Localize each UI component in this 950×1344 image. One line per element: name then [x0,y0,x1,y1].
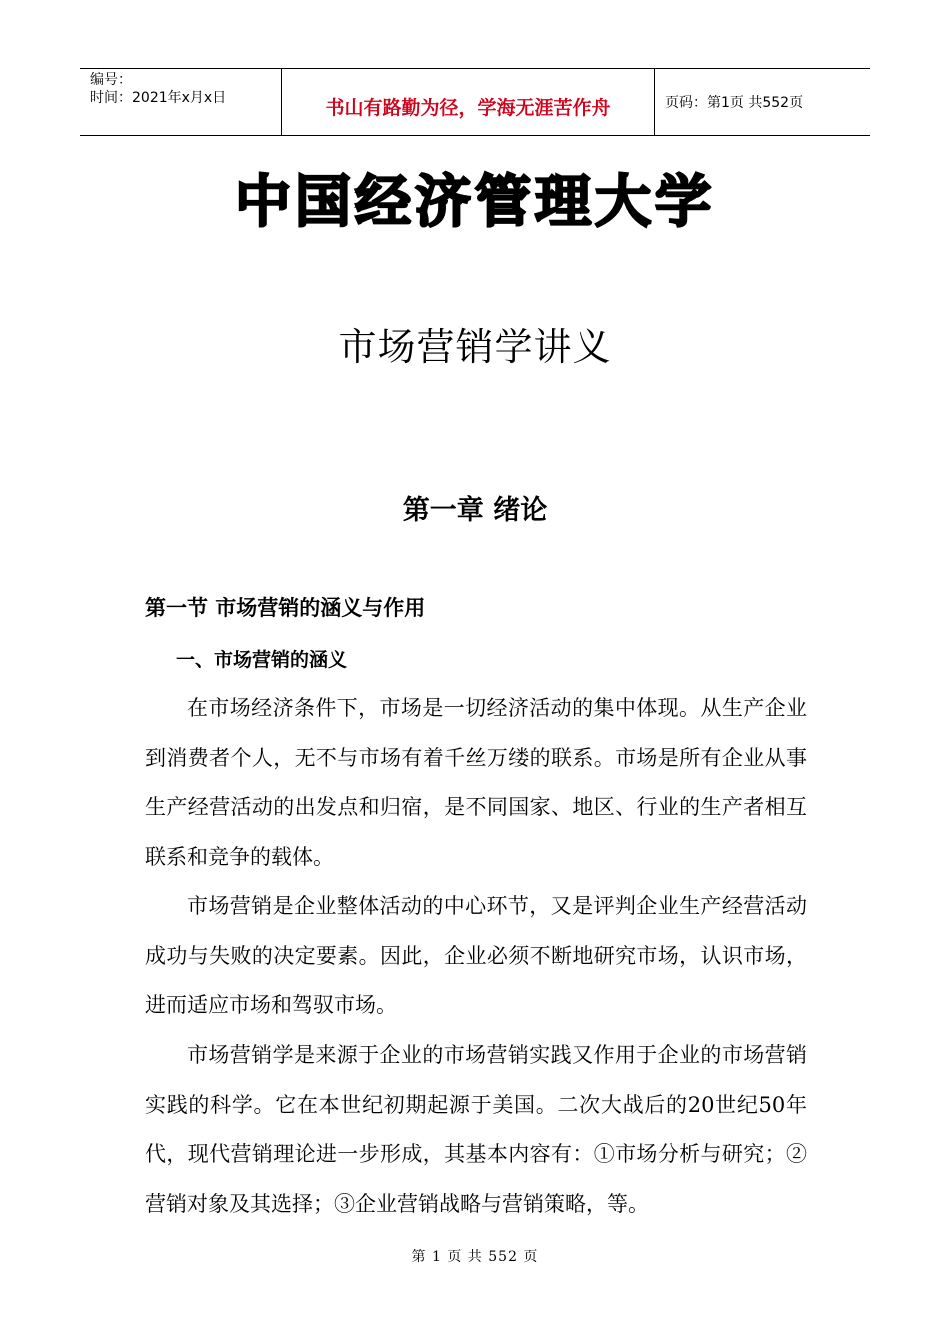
subsection-title: 一、市场营销的涵义 [176,649,348,671]
body-paragraph: 市场营销学是来源于企业的市场营销实践又作用于企业的市场营销实践的科学。它在本世纪初期起源于美国。二次大战后的20世纪50年代，现代营销理论进一步形成，其基本内容有：①市场分析与研究；②营销对象及其选择；③企业营销战略与营销策略，等。 [145,1043,807,1216]
header-meta-cell [80,69,282,135]
chapter-title: 第一章 绪论 [402,495,548,526]
page-footer: 第 1 页 共 552 页 [411,1249,539,1265]
body-paragraph: 在市场经济条件下，市场是一切经济活动的集中体现。从生产企业到消费者个人，无不与市场有着千丝万缕的联系。市场是所有企业从事生产经营活动的出发点和归宿，是不同国家、地区、行业的生产者相互联系和竞争的载体。 [145,696,807,869]
section-title: 第一节 市场营销的涵义与作用 [145,595,426,620]
header-page-info: 页码：第1页 共552页 [665,95,804,111]
header-table [80,68,870,136]
document-title: 市场营销学讲义 [338,325,612,369]
header-number-label: 编号： [90,72,132,88]
university-name: 中国经济管理大学 [235,170,715,235]
header-time-label: 时间：2021年x月x日 [90,90,227,106]
body-paragraph: 市场营销是企业整体活动的中心环节，又是评判企业生产经营活动成功与失败的决定要素。因此，企业必须不断地研究市场，认识市场，进而适应市场和驾驭市场。 [145,894,807,1017]
header-motto: 书山有路勤为径，学海无涯苦作舟 [282,69,655,135]
